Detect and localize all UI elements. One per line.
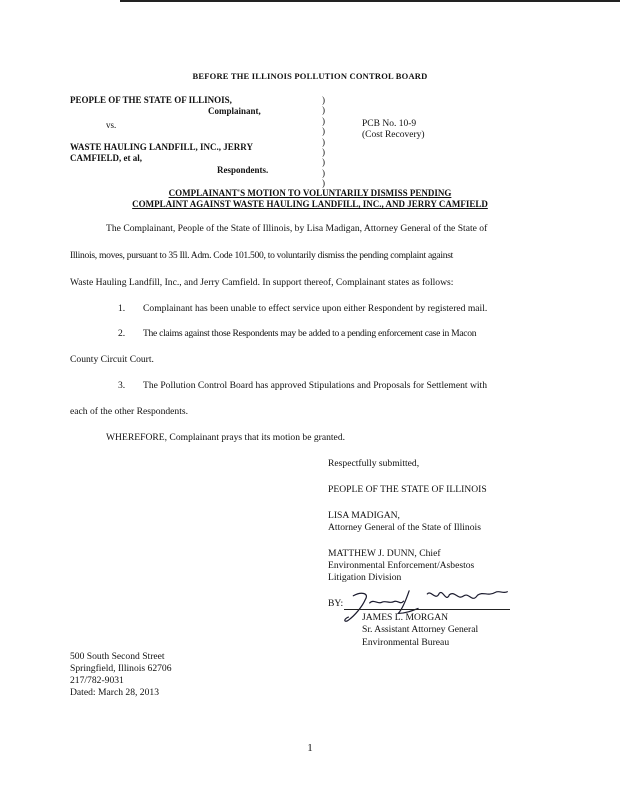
date-line: Dated: March 28, 2013 <box>70 687 159 698</box>
signer-name: JAMES L. MORGAN <box>362 612 449 623</box>
chief-division-line1: Environmental Enforcement/Asbestos <box>328 560 475 571</box>
address-street: 500 South Second Street <box>70 651 165 662</box>
caption-parentheses: ) ) ) ) ) ) ) ) ) <box>322 95 325 189</box>
item-3-number: 3. <box>118 380 126 391</box>
court-heading: BEFORE THE ILLINOIS POLLUTION CONTROL BOARD <box>192 71 428 81</box>
signature-line <box>344 609 510 610</box>
item-2-text: The claims against those Respondents may be added to a pending enforcement case in Macon <box>143 328 477 339</box>
motion-title-line2: COMPLAINT AGAINST WASTE HAULING LANDFILL, INC., AND JERRY CAMFIELD <box>132 199 488 209</box>
case-type: (Cost Recovery) <box>362 130 425 140</box>
top-border-line <box>120 0 620 2</box>
item-1-number: 1. <box>118 303 126 314</box>
address-city: Springfield, Illinois 62706 <box>70 663 172 674</box>
chief-division-line2: Litigation Division <box>328 572 402 583</box>
wherefore-clause: WHEREFORE, Complainant prays that its motion be granted. <box>106 432 346 443</box>
item-3-text-cont: each of the other Respondents. <box>70 406 189 417</box>
defendant-role: Respondents. <box>217 165 269 175</box>
defendant-line2: CAMFIELD, et al, <box>70 153 142 163</box>
ag-title: Attorney General of the State of Illinois <box>328 522 481 533</box>
item-3-text: The Pollution Control Board has approved Stipulations and Proposals for Settlement with <box>143 380 488 391</box>
closing: Respectfully submitted, <box>328 458 420 469</box>
plaintiff-name: PEOPLE OF THE STATE OF ILLINOIS, <box>70 95 232 105</box>
item-1-text: Complainant has been unable to effect service upon either Respondent by registered mail. <box>143 303 488 314</box>
item-2-number: 2. <box>118 328 126 339</box>
item-2-text-cont: County Circuit Court. <box>70 354 154 365</box>
ag-name: LISA MADIGAN, <box>328 510 400 521</box>
party-name: PEOPLE OF THE STATE OF ILLINOIS <box>328 484 487 495</box>
versus-label: vs. <box>106 120 117 130</box>
page-number: 1 <box>307 742 313 754</box>
address-phone: 217/782-9031 <box>70 675 124 686</box>
motion-title-line1: COMPLAINANT'S MOTION TO VOLUNTARILY DISMISS PENDING <box>168 188 452 198</box>
case-number: PCB No. 10-9 <box>362 119 417 129</box>
intro-line3: Waste Hauling Landfill, Inc., and Jerry Camfield. In support thereof, Complainant states as follows: <box>70 277 454 288</box>
by-label: BY: <box>328 598 344 609</box>
plaintiff-role: Complainant, <box>208 106 261 116</box>
intro-line1: The Complainant, People of the State of Illinois, by Lisa Madigan, Attorney General of the State of <box>106 223 488 234</box>
signer-title: Sr. Assistant Attorney General <box>362 624 479 635</box>
signer-bureau: Environmental Bureau <box>362 637 450 648</box>
intro-line2: Illinois, moves, pursuant to 35 Ill. Adm. Code 101.500, to voluntarily dismiss the pending complaint against <box>70 250 454 261</box>
chief-name: MATTHEW J. DUNN, Chief <box>328 548 441 559</box>
defendant-line1: WASTE HAULING LANDFILL, INC., JERRY <box>70 142 253 152</box>
